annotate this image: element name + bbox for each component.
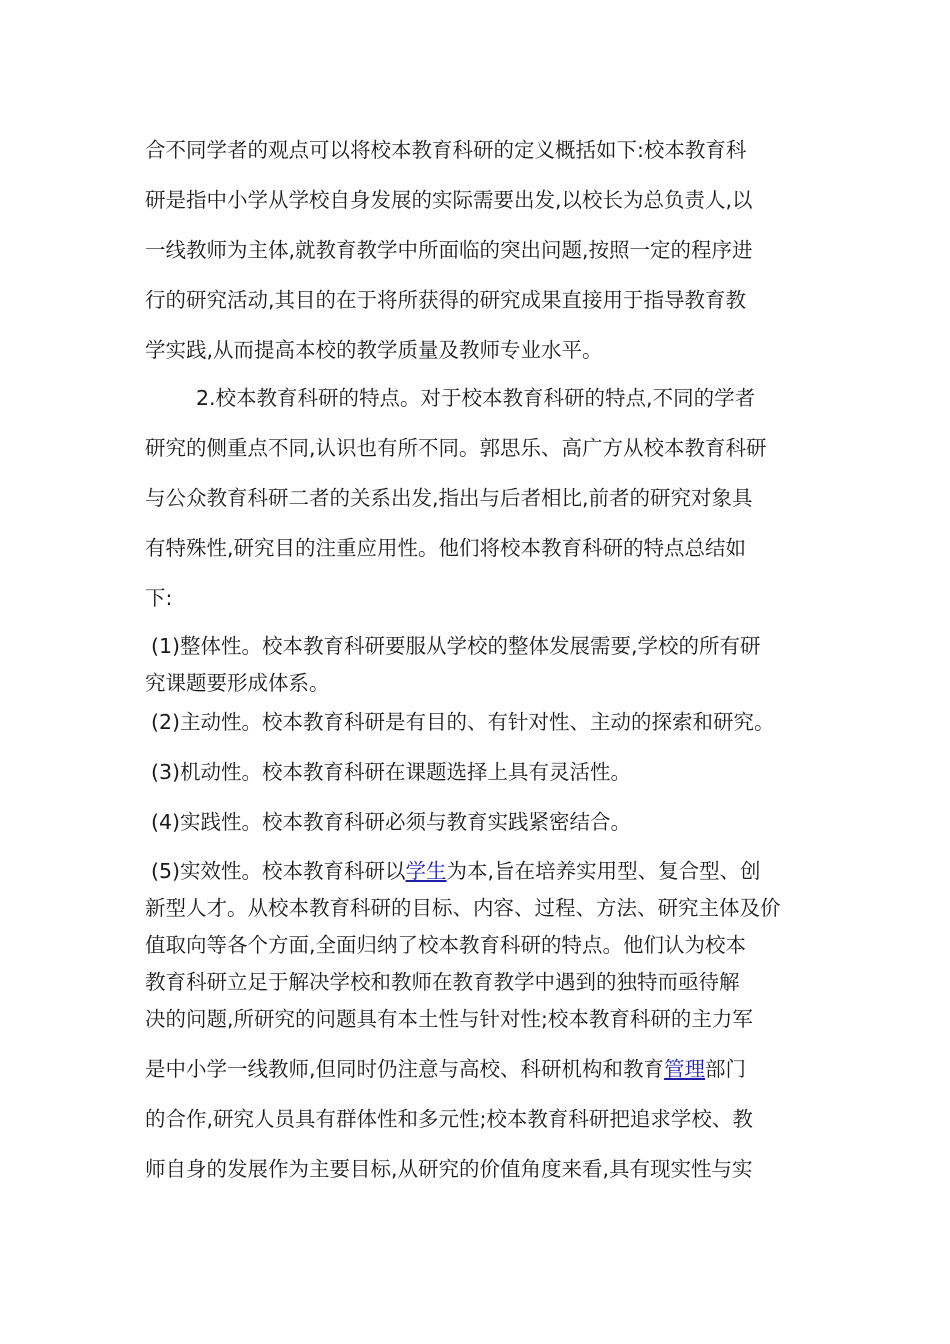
list-item-line: 师自身的发展作为主要目标,从研究的价值角度来看,具有现实性与实 xyxy=(145,1157,753,1181)
paragraph-line: 研究的侧重点不同,认识也有所不同。郭思乐、高广方从校本教育科研 xyxy=(145,436,767,460)
paragraph-line: 合不同学者的观点可以将校本教育科研的定义概括如下:校本教育科 xyxy=(145,138,747,162)
list-item-line: 的合作,研究人员具有群体性和多元性;校本教育科研把追求学校、教 xyxy=(145,1107,753,1131)
student-link[interactable]: 学生 xyxy=(405,859,447,883)
management-link[interactable]: 管理 xyxy=(664,1057,706,1081)
paragraph-line: 学实践,从而提高本校的教学质量及教师专业水平。 xyxy=(145,338,603,362)
list-item-line: 究课题要形成体系。 xyxy=(145,671,330,695)
paragraph-line: 研是指中小学从学校自身发展的实际需要出发,以校长为总负责人,以 xyxy=(145,188,753,212)
list-item-line: (1)整体性。校本教育科研要服从学校的整体发展需要,学校的所有研 xyxy=(151,634,761,658)
text-segment: 部门 xyxy=(705,1057,747,1081)
text-segment: 是中小学一线教师,但同时仍注意与高校、科研机构和教育 xyxy=(145,1057,665,1081)
paragraph-line: 有特殊性,研究目的注重应用性。他们将校本教育科研的特点总结如 xyxy=(145,536,747,560)
list-item: (3)机动性。校本教育科研在课题选择上具有灵活性。 xyxy=(151,760,632,784)
list-item: (2)主动性。校本教育科研是有目的、有针对性、主动的探索和研究。 xyxy=(151,710,775,734)
list-item-line: 教育科研立足于解决学校和教师在教育教学中遇到的独特而亟待解 xyxy=(145,970,740,994)
list-item-line xyxy=(145,1057,746,1081)
section-heading-line: 2.校本教育科研的特点。对于校本教育科研的特点,不同的学者 xyxy=(196,386,756,410)
paragraph-line: 下: xyxy=(145,586,173,610)
paragraph-line: 与公众教育科研二者的关系出发,指出与后者相比,前者的研究对象具 xyxy=(145,486,753,510)
paragraph-line: 行的研究活动,其目的在于将所获得的研究成果直接用于指导教育教 xyxy=(145,288,747,312)
list-item: (4)实践性。校本教育科研必须与教育实践紧密结合。 xyxy=(151,810,632,834)
list-item-line: 决的问题,所研究的问题具有本土性与针对性;校本教育科研的主力军 xyxy=(145,1007,753,1031)
paragraph-line: 一线教师为主体,就教育教学中所面临的突出问题,按照一定的程序进 xyxy=(145,238,753,262)
list-item-line: 新型人才。从校本教育科研的目标、内容、过程、方法、研究主体及价 xyxy=(145,896,781,920)
text-segment: (5)实效性。校本教育科研以 xyxy=(151,859,406,883)
list-item-line xyxy=(151,859,761,883)
text-segment: 为本,旨在培养实用型、复合型、创 xyxy=(446,859,761,883)
list-item-line: 值取向等各个方面,全面归纳了校本教育科研的特点。他们认为校本 xyxy=(145,933,747,957)
